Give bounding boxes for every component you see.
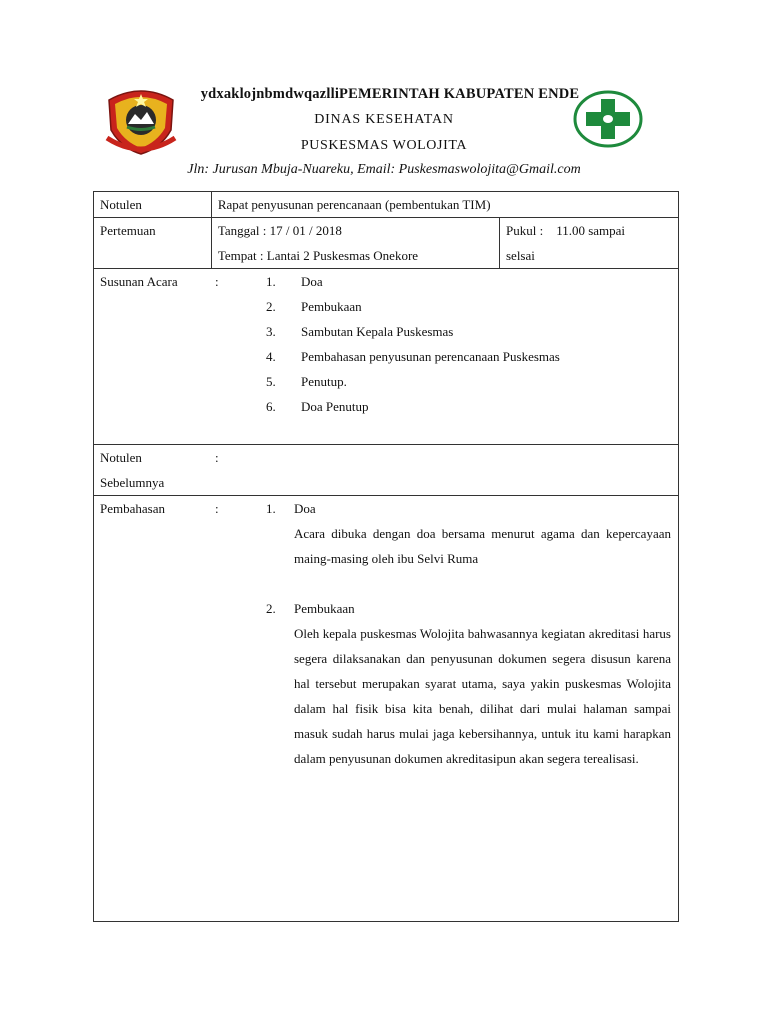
meeting-time-line-1: Pukul : 11.00 sampai — [505, 223, 626, 238]
header-address: Jln: Jurusan Mbuja-Nuareku, Email: Puskesmaswolojita@Gmail.com — [187, 162, 581, 177]
list-item — [266, 369, 672, 394]
list-number: 2. — [266, 601, 276, 616]
previous-label-1: Notulen — [100, 450, 142, 465]
header-line-3: PUSKESMAS WOLOJITA — [300, 138, 468, 153]
label-notulen: Notulen — [94, 192, 212, 218]
list-item — [266, 269, 672, 294]
list-number: 5. — [266, 374, 276, 389]
list-number: 1. — [266, 274, 276, 289]
list-text: Doa — [301, 274, 323, 289]
discussion-colon: : — [215, 501, 219, 516]
previous-minutes-section — [94, 445, 679, 496]
meeting-place: Tempat : Lantai 2 Puskesmas Onekore — [217, 248, 419, 263]
list-text: Doa Penutup — [301, 399, 369, 414]
list-item — [266, 319, 672, 344]
list-item — [266, 496, 672, 571]
table-row — [94, 192, 679, 218]
agenda-section — [94, 269, 679, 445]
minutes-table — [93, 191, 679, 922]
discussion-section — [94, 496, 679, 922]
previous-minutes-label — [100, 445, 215, 495]
list-text: Pembahasan penyusunan perencanaan Puskesmas — [301, 349, 560, 364]
list-number: 3. — [266, 324, 276, 339]
discussion-item-body: Oleh kepala puskesmas Wolojita bahwasannya kegiatan akreditasi harus segera dilaksanakan dan penyusunan dokumen segera disusun karena hal tersebut merupakan syarat utama, saya yakin puskesmas Wolojita dalam hal fisik bisa kita benah, dilihat dari mulai halaman sampai masuk sudah harus mulai jaga kebersihannya, untuk itu kami harapkan dalam penyusunan dokumen akreditasipun akan segera terealisasi. — [294, 626, 671, 766]
agenda-colon: : — [215, 274, 219, 289]
discussion-label: Pembahasan — [100, 501, 165, 516]
agenda-label: Susunan Acara — [100, 274, 178, 289]
discussion-item-body: Acara dibuka dengan doa bersama menurut agama dan kepercayaan maing-masing oleh ibu Selvi Ruma — [294, 526, 671, 566]
label-pertemuan: Pertemuan — [94, 218, 212, 269]
list-text: Sambutan Kepala Puskesmas — [301, 324, 454, 339]
discussion-item-title: Doa — [294, 501, 316, 516]
list-item — [266, 344, 672, 369]
meeting-time-line-2: selsai — [505, 248, 535, 263]
table-row — [94, 218, 679, 269]
table-row — [94, 496, 679, 922]
list-number: 2. — [266, 299, 276, 314]
discussion-item-title: Pembukaan — [294, 601, 355, 616]
list-item — [266, 394, 672, 419]
list-number: 1. — [266, 501, 276, 516]
list-number: 6. — [266, 399, 276, 414]
list-item — [266, 596, 672, 771]
list-number: 4. — [266, 349, 276, 364]
list-item — [266, 294, 672, 319]
header-line-2: DINAS KESEHATAN — [314, 112, 454, 127]
list-text: Pembukaan — [301, 299, 362, 314]
meeting-time — [499, 218, 678, 269]
table-row — [94, 269, 679, 445]
table-row — [94, 445, 679, 496]
list-text: Penutup. — [301, 374, 347, 389]
meeting-date-place — [211, 218, 499, 269]
header-line-1: ydxaklojnbmdwqazlliPEMERINTAH KABUPATEN ENDE — [200, 86, 580, 102]
meeting-title: Rapat penyusunan perencanaan (pembentukan TIM) — [211, 192, 678, 218]
meeting-date: Tanggal : 17 / 01 / 2018 — [217, 223, 342, 238]
previous-colon: : — [215, 450, 219, 465]
previous-label-2: Sebelumnya — [100, 475, 165, 490]
